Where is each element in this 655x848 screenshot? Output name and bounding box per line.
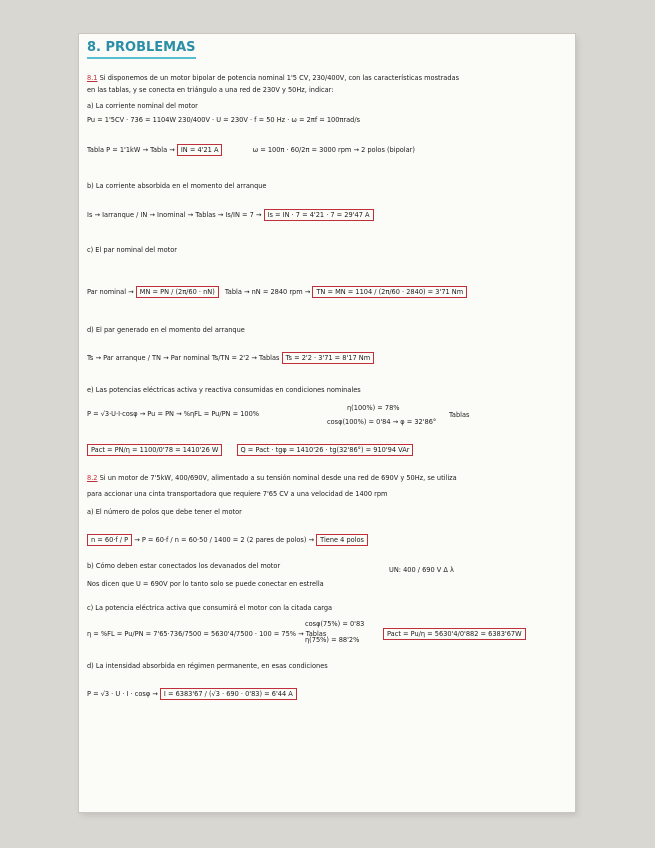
p82-section-a-line: n = 60·f / P → P = 60·f / n = 60·50 / 1400 = 2 (2 pares de polos) → Tiene 4 polos	[87, 534, 368, 546]
problem-8-1-statement-line2: en las tablas, y se conecta en triángulo a una red de 230V y 50Hz, indicar:	[87, 86, 334, 94]
page-title: 8. PROBLEMAS	[87, 40, 196, 59]
result-box: Is = IN · 7 = 4'21 · 7 = 29'47 A	[264, 209, 374, 221]
p82-section-c-result	[383, 628, 526, 640]
p82-section-b-voltage: UN: 400 / 690 V Δ λ	[389, 566, 454, 574]
problem-number: 8.1	[87, 74, 98, 82]
p82-section-b-line: Nos dicen que U = 690V por lo tanto solo se puede conectar en estrella	[87, 580, 324, 588]
section-a-line2: Tabla P = 1'1kW → Tabla → IN = 4'21 A ω = 100π · 60/2π = 3000 rpm → 2 polos (bipolar)	[87, 144, 415, 156]
problem-number: 8.2	[87, 474, 98, 482]
p82-section-c-label: c) La potencia eléctrica activa que consumirá el motor con la citada carga	[87, 604, 333, 612]
section-c-line1: Par nominal → MN = PN / (2π/60 · nN) Tabla → nN = 2840 rpm → TN = MN = 1104 / (2π/60 · 2840) = 3'71 Nm	[87, 286, 467, 298]
section-e-line1: P = √3·U·I·cosφ → Pu = PN → %ηFL = Pu/PN = 100%	[87, 410, 260, 418]
result-box: IN = 4'21 A	[177, 144, 223, 156]
section-e-line2	[87, 444, 413, 456]
section-b-line1: Is → Iarranque / IN → Inominal → Tablas → Is/IN = 7 → Is = IN · 7 = 4'21 · 7 = 29'47 A	[87, 209, 374, 221]
p82-section-c-efficiency: η(75%) = 88'2%	[305, 636, 360, 644]
problem-8-1-statement-line1: 8.1 Si disponemos de un motor bipolar de potencia nominal 1'5 CV, 230/400V, con las características mostradas	[87, 74, 460, 82]
section-e-cosphi: cosφ(100%) = 0'84 → φ = 32'86°	[327, 418, 437, 426]
section-c-label: c) El par nominal del motor	[87, 246, 177, 254]
formula-box: MN = PN / (2π/60 · nN)	[136, 286, 219, 298]
result-box-active-power: Pact = PN/η = 1100/0'78 = 1410'26 W	[87, 444, 222, 456]
section-e-efficiency: η(100%) = 78%	[347, 404, 400, 412]
section-d-label: d) El par generado en el momento del arranque	[87, 326, 245, 334]
section-b-label: b) La corriente absorbida en el momento del arranque	[87, 182, 267, 190]
problem-8-2-statement-line2: para accionar una cinta transportadora que requiere 7'65 CV a una velocidad de 1400 rpm	[87, 490, 388, 498]
problem-8-2-statement-line1: 8.2 Si un motor de 7'5kW, 400/690V, alimentado a su tensión nominal desde una red de 690V y 50Hz, se utiliza	[87, 474, 457, 482]
result-box: Pact = Pu/η = 5630'4/0'882 = 6383'67W	[383, 628, 526, 640]
result-box: Tiene 4 polos	[316, 534, 368, 546]
section-e-label: e) Las potencias eléctricas activa y reactiva consumidas en condiciones nominales	[87, 386, 361, 394]
p82-section-a-label: a) El número de polos que debe tener el motor	[87, 508, 242, 516]
section-a-line1: Pu = 1'5CV · 736 = 1104W 230/400V · U = 230V · f = 50 Hz · ω = 2πf = 100πrad/s	[87, 116, 360, 124]
section-e-tables-note: Tablas	[449, 411, 470, 419]
section-d-line1: Ts → Par arranque / TN → Par nominal Ts/TN = 2'2 → Tablas Ts = 2'2 · 3'71 = 8'17 Nm	[87, 352, 374, 364]
section-a-label: a) La corriente nominal del motor	[87, 102, 198, 110]
p82-section-d-label: d) La intensidad absorbida en régimen permanente, en esas condiciones	[87, 662, 328, 670]
result-box: I = 6383'67 / (√3 · 690 · 0'83) = 6'44 A	[160, 688, 297, 700]
p82-section-b-label: b) Cómo deben estar conectados los devanados del motor	[87, 562, 281, 570]
p82-section-c-line: η = %FL = Pu/PN = 7'65·736/7500 = 5630'4/7500 · 100 = 75% → Tablas	[87, 630, 327, 638]
p82-section-d-line: P = √3 · U · I · cosφ → I = 6383'67 / (√3 · 690 · 0'83) = 6'44 A	[87, 688, 297, 700]
result-box-reactive-power: Q = Pact · tgφ = 1410'26 · tg(32'86°) = 910'94 VAr	[237, 444, 414, 456]
formula-box: n = 60·f / P	[87, 534, 132, 546]
p82-section-c-cosphi: cosφ(75%) = 0'83	[305, 620, 365, 628]
result-box: Ts = 2'2 · 3'71 = 8'17 Nm	[282, 352, 375, 364]
result-box: TN = MN = 1104 / (2π/60 · 2840) = 3'71 Nm	[312, 286, 467, 298]
notebook-page	[79, 34, 575, 812]
